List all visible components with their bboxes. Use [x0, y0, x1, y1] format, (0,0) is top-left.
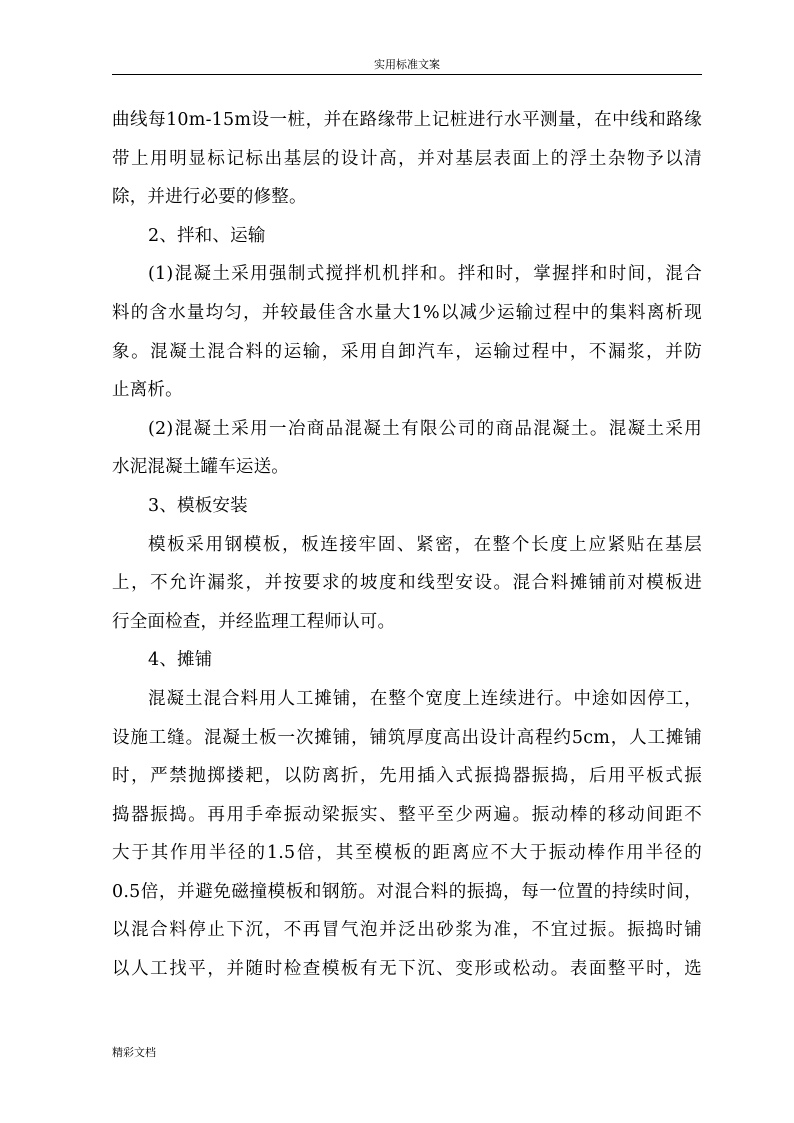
body-line: 上，不允许漏浆，并按要求的坡度和线型安设。混合料摊铺前对模板进 — [112, 573, 702, 594]
body-line: 行全面检查，并经监理工程师认可。 — [112, 611, 396, 632]
body-line: 设施工缝。混凝土板一次摊铺，铺筑厚度高出设计高程约5cm，人工摊铺 — [112, 727, 702, 748]
body-line: 捣器振捣。再用手牵振动梁振实、整平至少两遍。振动棒的移动间距不 — [112, 804, 702, 825]
page-footer: 精彩文档 — [112, 1046, 156, 1059]
body-line: (2)混凝土采用一冶商品混凝土有限公司的商品混凝土。混凝土采用 — [148, 418, 702, 439]
section-heading: 3、模板安装 — [148, 495, 248, 516]
body-line: 带上用明显标记标出基层的设计高，并对基层表面上的浮土杂物予以清 — [112, 148, 702, 169]
body-line: 曲线每10m-15m设一桩，并在路缘带上记桩进行水平测量，在中线和路缘 — [112, 110, 702, 130]
header-divider — [112, 74, 702, 75]
page-header: 实用标准文案 — [374, 58, 440, 71]
body-line: 止离析。 — [112, 380, 183, 401]
body-line: 以人工找平，并随时检查模板有无下沉、变形或松动。表面整平时，选 — [112, 959, 702, 980]
body-line: 料的含水量均匀，并较最佳含水量大1%以减少运输过程中的集料离析现 — [112, 302, 702, 323]
body-line: (1)混凝土采用强制式搅拌机机拌和。拌和时，掌握拌和时间，混合 — [148, 264, 702, 285]
body-line: 象。混凝土混合料的运输，采用自卸汽车，运输过程中，不漏浆，并防 — [112, 341, 702, 362]
body-line: 以混合料停止下沉，不再冒气泡并泛出砂浆为准，不宜过振。振捣时铺 — [112, 920, 702, 941]
body-line: 0.5倍，并避免磁撞模板和钢筋。对混合料的振捣，每一位置的持续时间， — [112, 881, 702, 902]
section-heading: 4、摊铺 — [148, 650, 213, 671]
body-line: 混凝土混合料用人工摊铺，在整个宽度上连续进行。中途如因停工， — [148, 688, 702, 709]
body-line: 大于其作用半径的1.5倍，其至模板的距离应不大于振动棒作用半径的 — [112, 843, 702, 864]
body-line: 水泥混凝土罐车运送。 — [112, 457, 289, 478]
section-heading: 2、拌和、运输 — [148, 225, 266, 246]
body-line: 除，并进行必要的修整。 — [112, 187, 307, 208]
document-body — [112, 101, 702, 989]
body-line: 模板采用钢模板，板连接牢固、紧密，在整个长度上应紧贴在基层 — [148, 534, 702, 555]
body-line: 时，严禁抛掷搂耙，以防离折，先用插入式振捣器振捣，后用平板式振 — [112, 766, 702, 787]
